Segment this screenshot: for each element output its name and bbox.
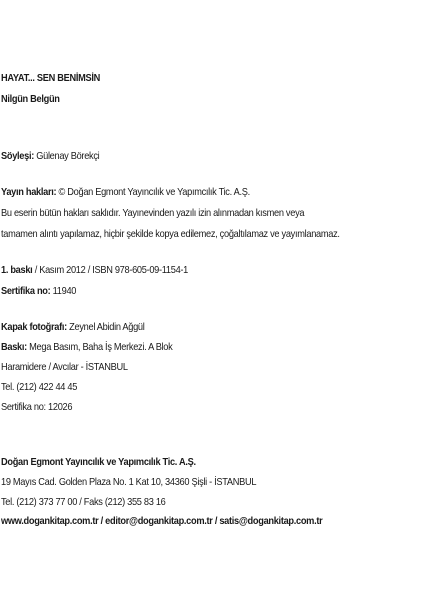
printing-certificate: Sertifika no: 12026: [1, 401, 73, 413]
edition-value: / Kasım 2012 / ISBN 978-605-09-1154-1: [32, 264, 189, 276]
printing-label: Baskı:: [1, 341, 27, 353]
cover-photo-line: [1, 320, 144, 334]
rights-line: [1, 185, 250, 199]
interview-value: Gülenay Börekçi: [33, 150, 100, 162]
publisher-phone: Tel. (212) 373 77 00 / Faks (212) 355 83 16: [1, 496, 166, 508]
certificate-line: [1, 284, 76, 298]
printing-line: [1, 340, 172, 354]
certificate-value: 11940: [50, 285, 77, 297]
printing-value: Mega Basım, Baha İş Merkezi. A Blok: [26, 341, 173, 353]
book-title: HAYAT... SEN BENİMSİN: [1, 72, 100, 84]
interview-label: Söyleşi:: [1, 150, 34, 162]
cover-photo-label: Kapak fotoğrafı:: [1, 321, 67, 333]
cover-photo-value: Zeynel Abidin Ağgül: [66, 321, 145, 333]
interview-line: [1, 149, 99, 163]
rights-label: Yayın hakları:: [1, 186, 57, 198]
rights-value: © Doğan Egmont Yayıncılık ve Yapımcılık Tic. A.Ş.: [56, 186, 250, 198]
printing-address: Haramidere / Avcılar - İSTANBUL: [1, 361, 128, 373]
edition-label: 1. baskı: [1, 264, 33, 276]
book-author: Nilgün Belgün: [1, 93, 60, 105]
printing-phone: Tel. (212) 422 44 45: [1, 381, 78, 393]
rights-text-line-2: tamamen alıntı yapılamaz, hiçbir şekilde kopya edilemez, çoğaltılamaz ve yayımlanamaz.: [1, 228, 340, 240]
publisher-web: www.dogankitap.com.tr / editor@dogankitap.com.tr / satis@dogankitap.com.tr: [1, 515, 323, 527]
rights-text-line-1: Bu eserin bütün hakları saklıdır. Yayınevinden yazılı izin alınmadan kısmen veya: [1, 207, 305, 219]
certificate-label: Sertifika no:: [1, 285, 51, 297]
edition-line: [1, 263, 188, 277]
publisher-address: 19 Mayıs Cad. Golden Plaza No. 1 Kat 10, 34360 Şişli - İSTANBUL: [1, 476, 257, 488]
publisher-name: Doğan Egmont Yayıncılık ve Yapımcılık Tic. A.Ş.: [1, 456, 196, 468]
